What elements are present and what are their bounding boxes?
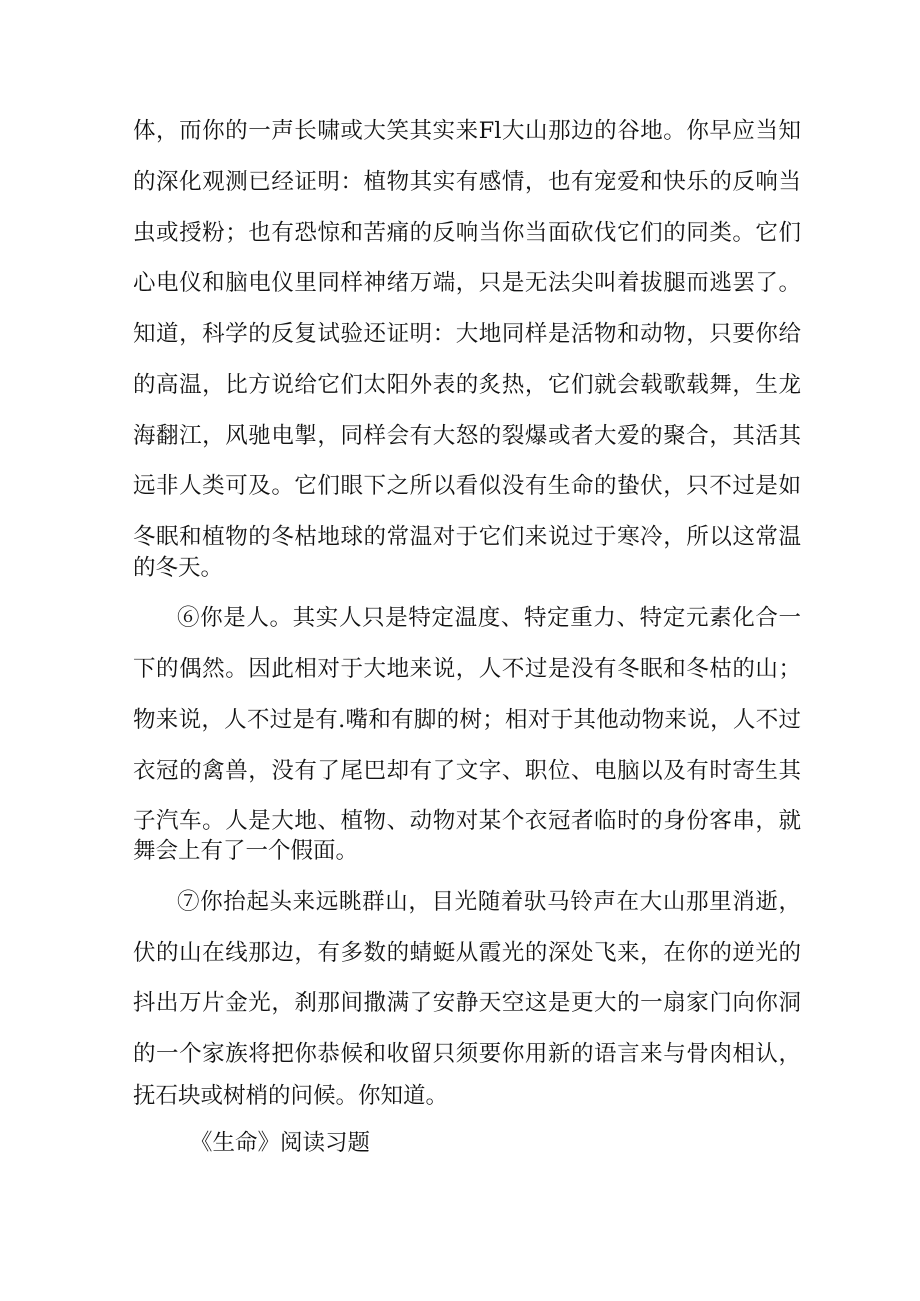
text-line: 冬眠和植物的冬枯地球的常温对于它们来说过于寒冷，所以这常温 xyxy=(133,524,801,550)
text-line: 虫或授粉；也有恐惊和苦痛的反响当你当面砍伐它们的同类。它们 xyxy=(133,220,801,246)
text-line: 体，而你的一声长啸或大笑其实来Fl大山那边的谷地。你早应当知 xyxy=(133,118,801,144)
text-line: 海翻江，风驰电掣，同样会有大怒的裂爆或者大爱的聚合，其活其 xyxy=(133,423,801,449)
text-line: 伏的山在线那边，有多数的蜻蜓从霞光的深处飞来，在你的逆光的 xyxy=(133,940,801,966)
text-line: 抚石块或树梢的问候。你知道。 xyxy=(133,1083,449,1109)
text-line: 物来说，人不过是有.嘴和有脚的树；相对于其他动物来说，人不过 xyxy=(133,707,801,733)
text-line: 衣冠的禽兽，没有了尾巴却有了文字、职位、电脑以及有时寄生其 xyxy=(133,758,801,784)
text-line: 的深化观测已经证明：植物其实有感情，也有宠爱和快乐的反响当 xyxy=(133,169,801,195)
text-line: ⑦你抬起头来远眺群山，目光随着驮马铃声在大山那里消逝， xyxy=(177,889,801,915)
section-heading: 《生命》阅读习题 xyxy=(190,1130,371,1156)
text-line: 下的偶然。因此相对于大地来说，人不过是没有冬眠和冬枯的山； xyxy=(133,656,801,682)
text-line: 的冬天。 xyxy=(133,555,224,581)
text-line: ⑥你是人。其实人只是特定温度、特定重力、特定元素化合一 xyxy=(177,605,801,631)
text-line: 子汽车。人是大地、植物、动物对某个衣冠者临时的身份客串，就 xyxy=(133,808,801,834)
text-line: 舞会上有了一个假面。 xyxy=(133,838,359,864)
text-line: 知道，科学的反复试验还证明：大地同样是活物和动物，只要你给 xyxy=(133,321,801,347)
text-line: 远非人类可及。它们眼下之所以看似没有生命的蛰伏，只不过是如 xyxy=(133,473,801,499)
text-line: 心电仪和脑电仪里同样神绪万端，只是无法尖叫着拔腿而逃罢了。 xyxy=(133,270,801,296)
text-line: 抖出万片金光，刹那间撒满了安静天空这是更大的一扇家门向你洞 xyxy=(133,990,801,1016)
text-line: 的高温，比方说给它们太阳外表的炙热，它们就会载歌载舞，生龙 xyxy=(133,372,801,398)
text-line: 的一个家族将把你恭候和收留只须要你用新的语言来与骨肉相认， xyxy=(133,1041,801,1067)
